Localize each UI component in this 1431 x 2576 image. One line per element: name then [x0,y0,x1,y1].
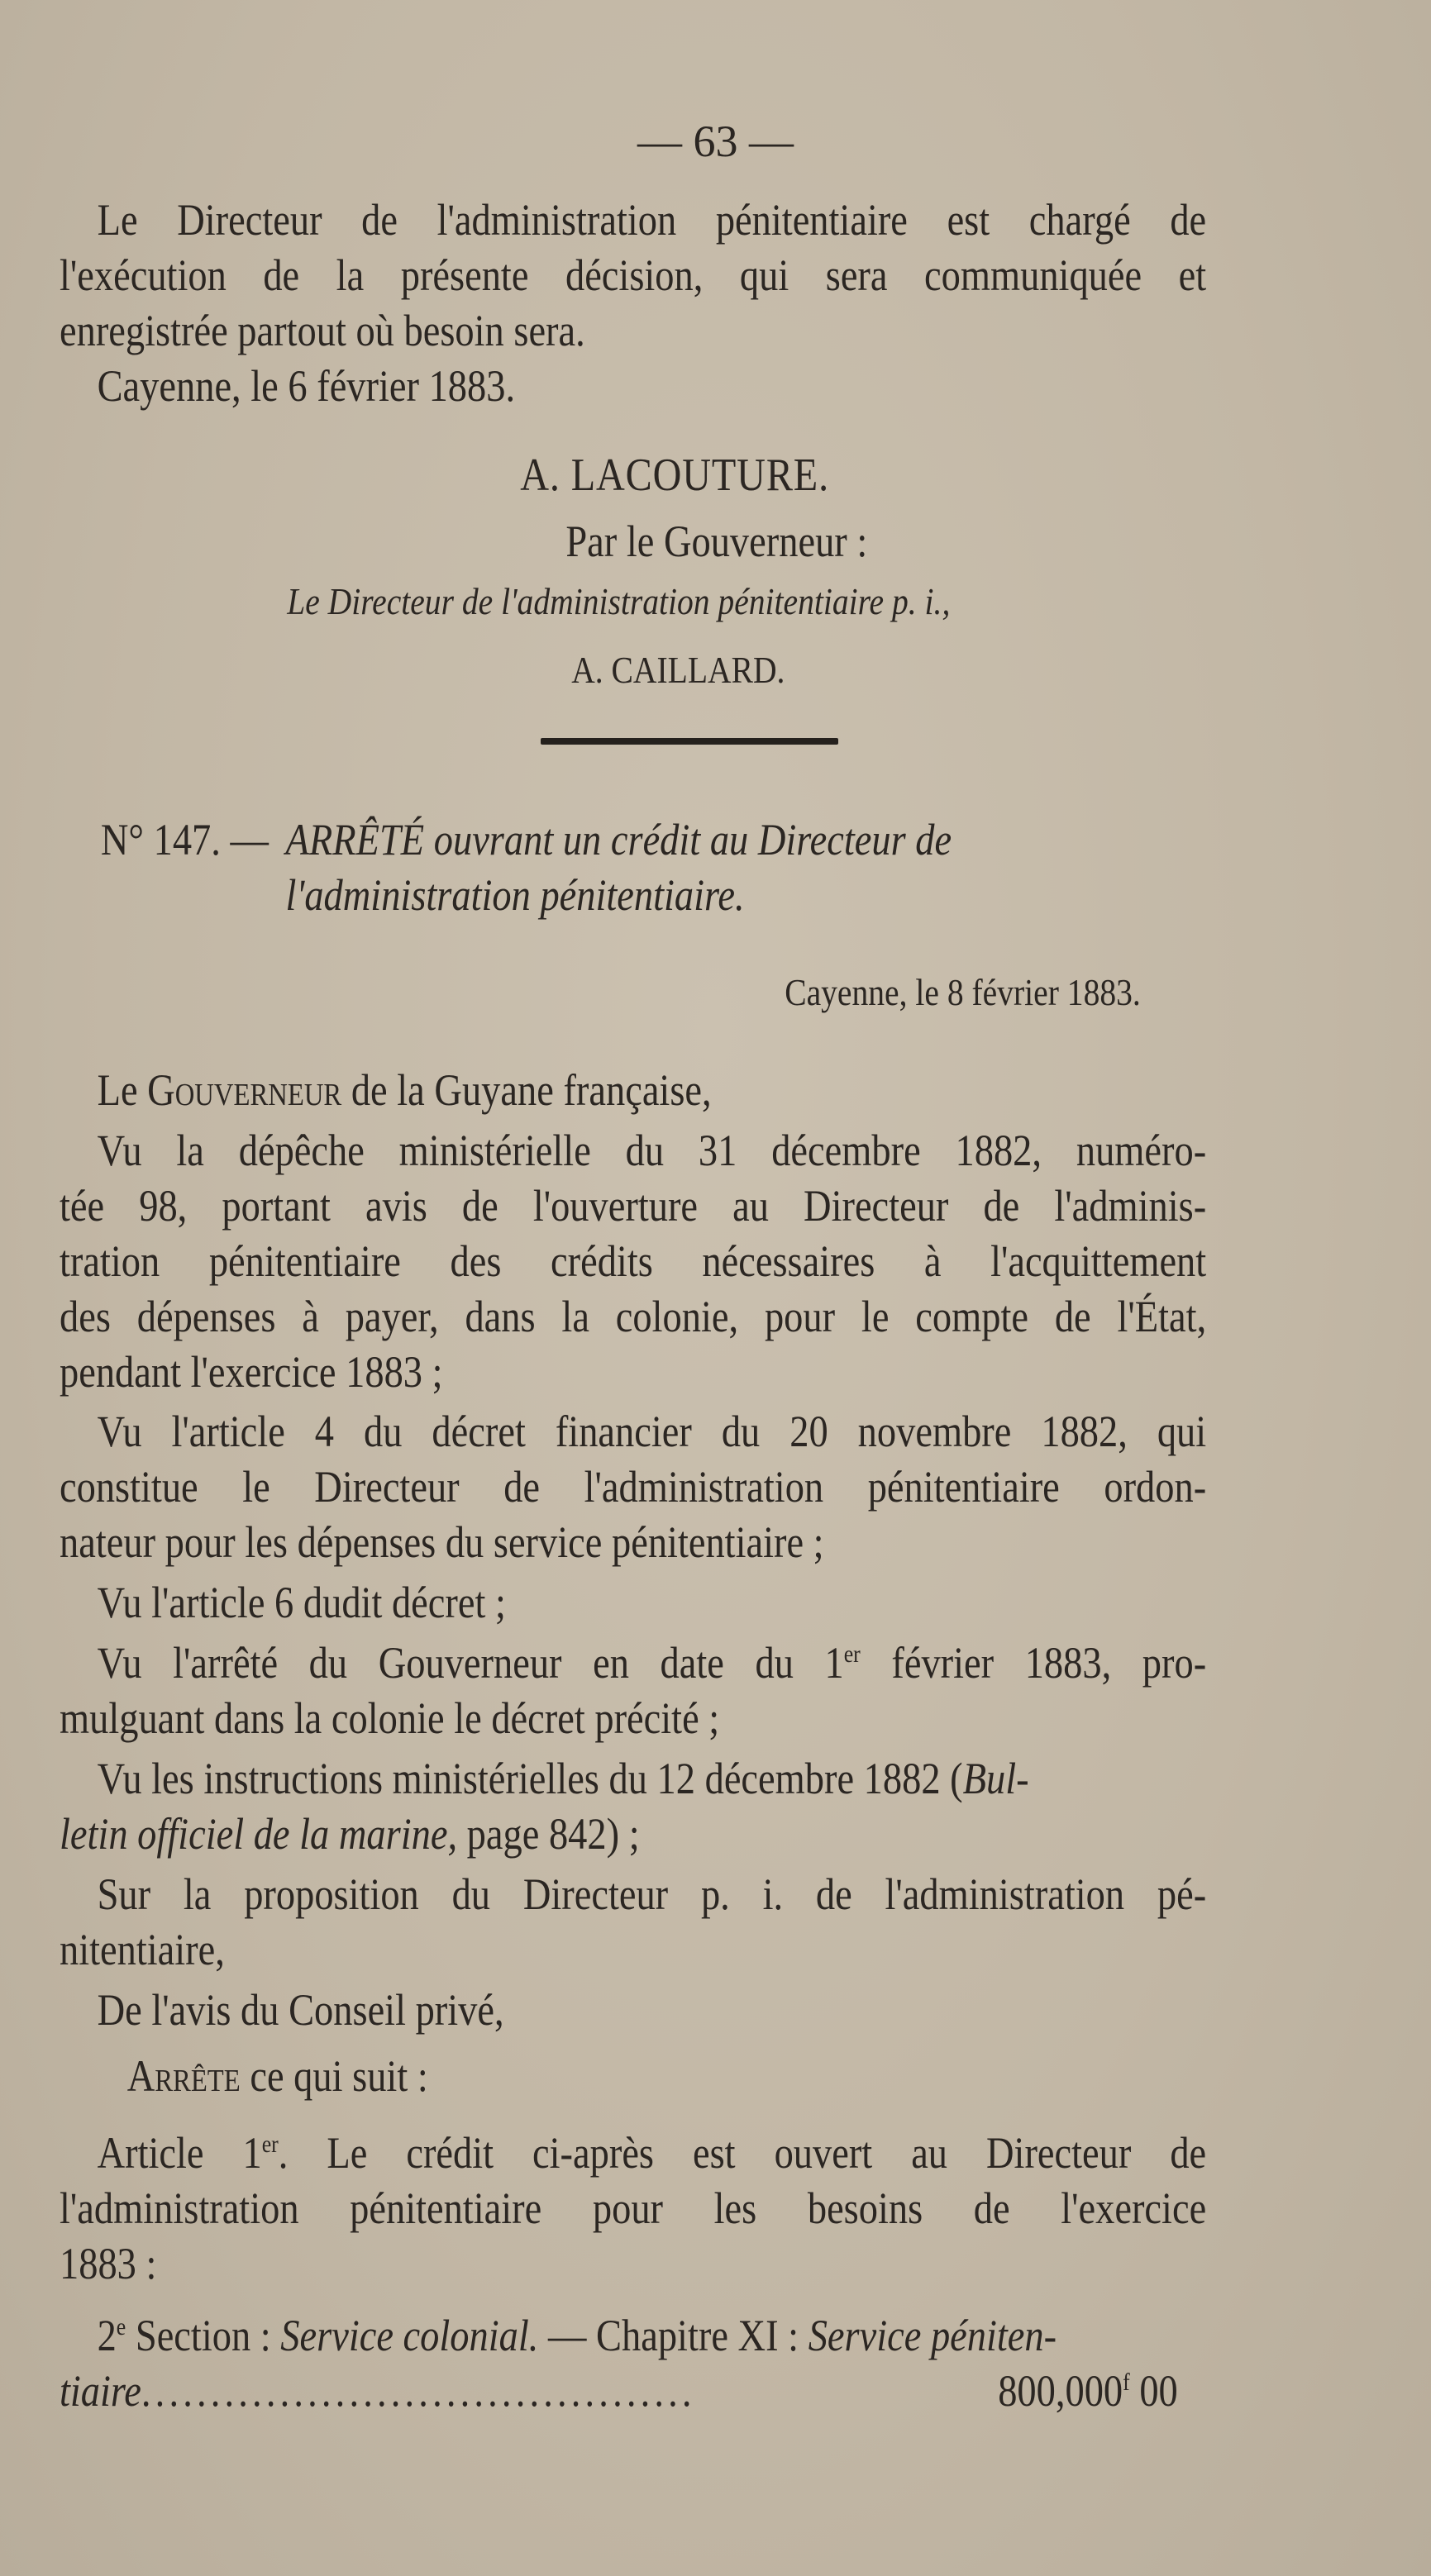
amount [998,2364,1178,2418]
vu5-italic-a: Bul- [962,1754,1029,1803]
vu1-line5: pendant l'exercice 1883 ; [60,1347,443,1397]
vu1-line3: tration pénitentiaire des crédits nécessaires à l'acquittement [60,1236,1207,1286]
signatory-role: Le Directeur de l'administration pénitentiaire p. i., [287,580,951,622]
vu3-line: Vu l'article 6 dudit décret ; [97,1578,506,1627]
arrete-rest: ce qui suit : [240,2051,428,2101]
chapitre-italic: Service péniten- [808,2311,1057,2360]
gouverneur-line [98,1063,712,1117]
vu1-line1: Vu la dépêche ministérielle du 31 décembre 1882, numéro- [97,1126,1207,1175]
gouverneur-prefix: Le [97,1065,138,1115]
article-line3: 1883 : [60,2239,157,2288]
par-le-gouverneur: Par le Gouverneur : [565,517,868,566]
vu1-line2: tée 98, portant avis de l'ouverture au Directeur de l'adminis- [60,1181,1207,1231]
signature-caillard: A. CAILLARD. [571,649,785,691]
article-sup: er [261,2131,279,2158]
vu5-text-b: page 842) ; [457,1809,640,1859]
place-date-1: Cayenne, le 6 février 1883. [97,361,516,411]
signature-lacouture: A. LACOUTURE. [520,450,829,501]
arrete-line [127,2049,428,2103]
article-line2: l'administration pénitentiaire pour les besoins de l'exercice [60,2183,1207,2233]
arrete-number: N° 147. — [100,815,269,864]
p1-line1: Le Directeur de l'administration pénitentiaire est chargé de [97,195,1207,245]
vu2-line3: nateur pour les dépenses du service pénitentiaire ; [60,1517,824,1567]
vu5-line1 [98,1751,1029,1806]
page-number: — 63 — [637,117,794,166]
amount-cents: 00 [1129,2366,1178,2416]
amount-sup: f [1123,2369,1130,2396]
arrete-smallcaps: Arrête [126,2051,241,2101]
section-sup: e [116,2313,126,2340]
vu4-sup: er [843,1640,861,1668]
article-text-b: . Le crédit ci-après est ouvert au Directeur de [278,2128,1207,2178]
section-text: Section : [126,2311,281,2360]
gouverneur-rest: de la Guyane française, [351,1065,712,1115]
vu4-line2: mulguant dans la colonie le décret précité ; [60,1693,720,1743]
vu4-text-a: Vu l'arrêté du Gouverneur en date du 1 [97,1638,844,1688]
p1-line3: enregistrée partout où besoin sera. [60,306,585,355]
article-line1 [98,2126,1207,2180]
separator-rule [541,738,838,745]
vu5-text-a: Vu les instructions ministérielles du 12 décembre 1882 ( [97,1754,963,1803]
chapitre-text: — Chapitre XI : [538,2311,809,2360]
arrete-title-line1: ARRÊTÉ ouvrant un crédit au Directeur de [285,815,952,864]
leader-dots: ........................................ [141,2366,696,2416]
conseil-line: De l'avis du Conseil privé, [97,1985,504,2035]
section-italic: Service colonial. [280,2311,539,2360]
arrete-title-line2: l'administration pénitentiaire. [285,870,745,920]
gouverneur-smallcaps: Gouverneur [147,1065,342,1115]
vu2-line2: constitue le Directeur de l'administration pénitentiaire ordon- [60,1462,1207,1512]
sur-line1: Sur la proposition du Directeur p. i. de l'administration pé- [97,1869,1207,1919]
vu1-line4: des dépenses à payer, dans la colonie, pour le compte de l'État, [60,1292,1207,1341]
vu4-text-b: février 1883, pro- [860,1638,1207,1688]
vu5-line2 [60,1807,640,1861]
vu2-line1: Vu l'article 4 du décret financier du 20 novembre 1882, qui [97,1407,1207,1456]
tiaire-italic: tiaire [60,2366,141,2416]
section-line1 [98,2308,1057,2363]
amount-main: 800,000 [998,2366,1123,2416]
sur-line2: nitentiaire, [60,1925,225,1974]
p1-line2: l'exécution de la présente décision, qui sera communiquée et [60,250,1207,300]
vu4-line1 [98,1636,1207,1690]
section-num: 2 [97,2311,117,2360]
article-text-a: Article 1 [97,2128,262,2178]
arrete-date: Cayenne, le 8 février 1883. [785,971,1141,1013]
vu5-italic-b: letin officiel de la marine, [60,1809,458,1859]
